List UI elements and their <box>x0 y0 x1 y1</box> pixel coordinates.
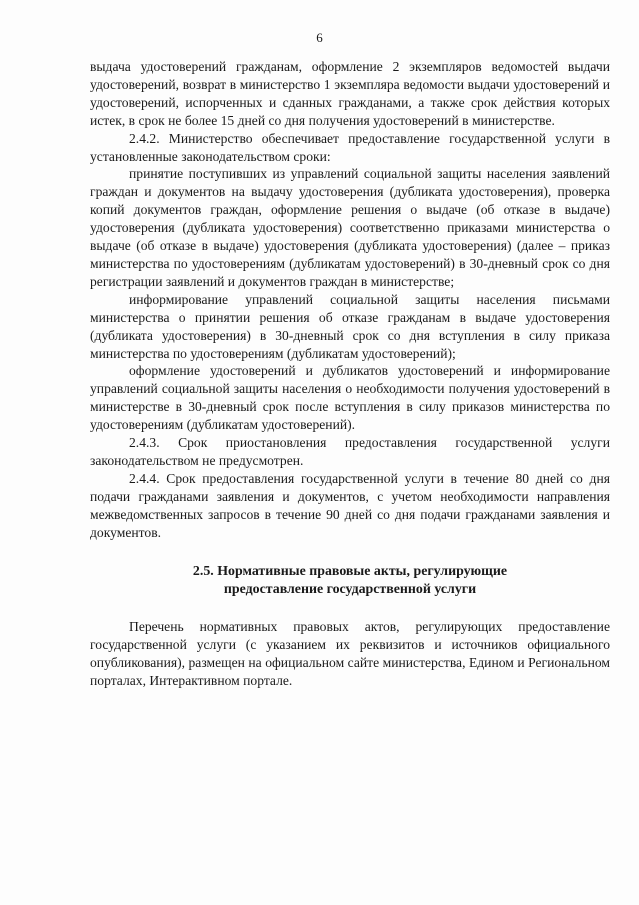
section-heading-line-1: 2.5. Нормативные правовые акты, регулирующие <box>192 564 508 580</box>
page-body <box>90 58 610 690</box>
section-heading-line-2: предоставление государственной услуги <box>223 582 477 598</box>
paragraph-issue-continuation: выдача удостоверений гражданам, оформление 2 экземпляров ведомостей выдачи удостоверений, возврат в министерство 1 экземпляра ведомости выдачи удостоверений и удостоверений, испорченных и сданных гражданами, а также срок действия которых истек, в срок не более 15 дней со дня получения удостоверений в министерстве. <box>90 59 610 128</box>
page-number: 6 <box>316 30 323 45</box>
paragraph-informing: информирование управлений социальной защиты населения письмами министерства о принятии решения об отказе гражданам в выдаче удостоверения (дубликата удостоверения) в 30-дневный срок со дня вступления в силу приказа министерства по удостоверениям (дубликатам удостоверений); <box>90 291 610 361</box>
paragraph-issuance: оформление удостоверений и дубликатов удостоверений и информирование управлений социальной защиты населения о необходимости получения удостоверений в министерстве в 30-дневный срок после вступления в силу приказов министерства по удостоверениям (дубликатам удостоверений). <box>90 363 610 433</box>
paragraph-2-4-4: 2.4.4. Срок предоставления государственной услуги в течение 80 дней со дня подачи гражданами заявления и документов, с учетом необходимости направления межведомственных запросов в течение 90 дней со дня подачи гражданами заявления и документов. <box>90 470 610 540</box>
paragraph-2-4-2: 2.4.2. Министерство обеспечивает предоставление государственной услуги в установленные законодательством сроки: <box>90 130 610 164</box>
paragraph-acceptance: принятие поступивших из управлений социальной защиты населения заявлений граждан и документов на выдачу удостоверения (дубликата удостоверения), проверка копий документов граждан, оформление решения о выдаче (об отказе в выдаче) удостоверения (дубликата удостоверения) соответственно приказами министерства о выдаче (об отказе в выдаче) удостоверения (дубликата удостоверения) (далее – приказ министерства по удостоверениям (дубликатам удостоверений) в 30-дневный срок со дня регистрации заявлений и документов граждан в министерстве; <box>90 166 610 289</box>
section-heading-2-5 <box>90 563 610 599</box>
paragraph-2-5: Перечень нормативных правовых актов, регулирующих предоставление государственной услуги (с указанием их реквизитов и источников официального опубликования), размещен на официальном сайте министерства, Едином и Региональном порталах, Интерактивном портале. <box>90 619 610 689</box>
paragraph-2-4-3: 2.4.3. Срок приостановления предоставления государственной услуги законодательством не предусмотрен. <box>90 435 610 468</box>
